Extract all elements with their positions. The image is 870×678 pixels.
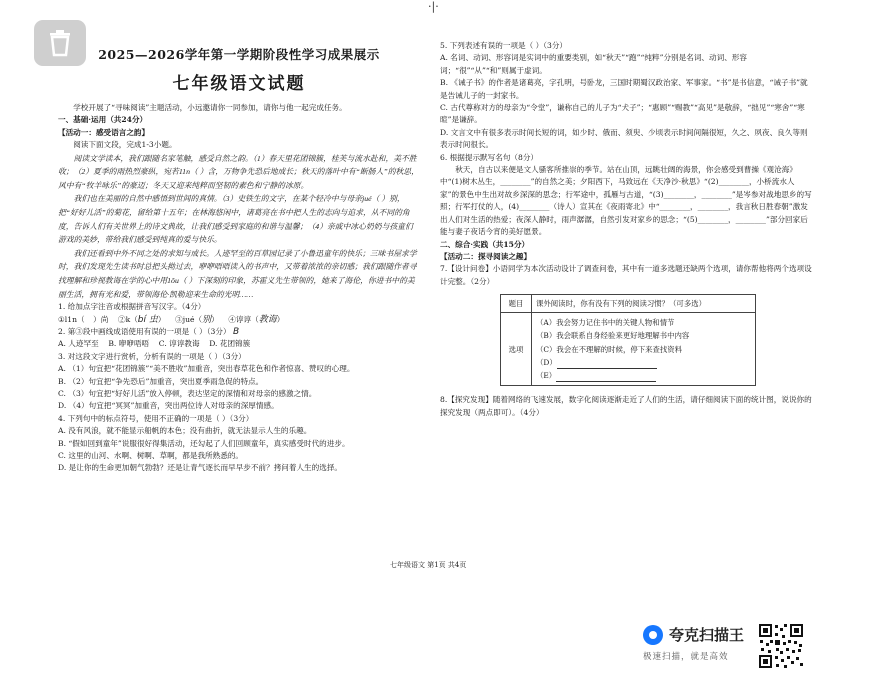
survey-option-e: （E） [536, 370, 557, 380]
question-6: 6. 根据提示默写名句（8分） [440, 152, 539, 162]
section1-heading: 一、基础·运用（共24分） [58, 115, 148, 125]
question-2-options [58, 338, 420, 350]
activity2-heading: 【活动二：探寻阅读之趣】 [440, 251, 532, 261]
q1-item-c-handwriting: 别 [202, 314, 212, 325]
q2-option-b: B. 咿咿唔唔 [108, 339, 150, 349]
q4-option-c: C. 这里的山河、水啊、树啊、草啊，都是我所熟悉的。 [58, 451, 244, 461]
subject-title: 七年级语文试题 [172, 74, 306, 94]
q3-option-a: A. （1）句宜把“花团锦簇”“美不胜收”加重音，突出春草花色和作者惊喜、赞叹的心理。 [58, 364, 355, 374]
q5-option-b: B. 《诫子书》的作者是诸葛亮，字孔明，号卧龙，三国时期蜀汉政治家、军事家。“书”是书信意，“诫子书”就是告诫儿子的一封家书。 [440, 78, 808, 100]
brand-row [643, 624, 763, 645]
q3-option-b: B. （2）句宜把“争先恐后”加重音，突出夏季雨急促的特点。 [58, 376, 264, 386]
reading-instruction: 阅读下面文段，完成1-3小题。 [73, 140, 177, 150]
activity1-heading: 【活动一：感受语言之韵】 [58, 127, 150, 137]
passage-paragraph-3: 我们还看到中外不同之处的求知与成长。人迹罕至的百草园记录了小鲁迅童年的快乐；三味书屋求学时，我们发现先生读书时总把头拗过去，咿咿唔唔读入的书声中，又带着浓浓的亲切感；我们跟随作者寻找理解和珍视教诲在学的心中用1ǒu（ ）下深刻的印象，苏霍义先生带领的，她来了海伦，你进书中的美丽生活，拥有光和爱，带领海伦·凯勒迎来生命的光明…… [58, 248, 417, 299]
question-2-handwriting: B [233, 326, 240, 337]
page-footer: 七年级语文 第1页 共4页 [390, 561, 467, 569]
survey-option-d-row [536, 356, 751, 369]
q5-option-d: D. 文言文中有很多表示时间长短的词，如少时、俄而、须臾、少顷表示时间间隔很短，久之、夙夜、良久等则表示时间很长。 [440, 127, 808, 150]
q5-option-a: A. 名词、动词、形容词是实词中的重要类别，如“秋天”“跑”“纯粹”分别是名词、动词、形容词；“很”“从”“和”则属于虚词。 [440, 53, 747, 75]
question-1: 1. 给加点字注音或根据拼音写汉字。（4分） [58, 302, 206, 312]
survey-table-row-question [501, 295, 756, 313]
survey-option-e-row [536, 369, 751, 382]
question-6-passage: 秋天，自古以来便是文人骚客所推崇的季节。站在山顶，远眺壮阔的海景，你会感受到曹操《观沧海》中“(1)树木丛生，________”的自然之美；夕阳西下，马致远在《天净沙·秋思》“(2)________，小桥流水人家”的景色中生出对故乡深深的思念；行军途中，孤雁与古道，“(3)________，________”是岑参对战地思乡的写照；行军打仗的人，(4)________（诗人）宣其在《夜雨寄北》中“________，________，我言秋日胜春朝”激发出人们对生活的热爱；夜深人静时，雨声潺潺，自然引发对家乡的思念；“(5)________，________”部分回家后能与妻子夜话今宵的美好愿景。 [440, 165, 812, 237]
q1-item-d-label: ④谆谆 [228, 314, 252, 324]
survey-options-cell [532, 313, 756, 386]
question-5: 5. 下列表述有误的一项是（ ）（3分） [440, 41, 568, 50]
left-column [58, 40, 420, 475]
q1-item-b-handwriting: bí 虫 [137, 314, 158, 325]
qr-code-icon [758, 623, 804, 669]
brand-name: 夸克扫描王 [669, 626, 745, 644]
survey-option-b: （B）我会联系自身经验来更好地理解书中内容 [536, 331, 690, 341]
question-8: 8.【探究发现】随着网络的飞速发展，数字化阅读逐渐走近了人们的生活，请仔细阅读下面的统计图，说说你的探究发现（两点即可）。（4分） [440, 395, 812, 417]
scanner-watermark [643, 624, 763, 674]
q1-item-a-blank [85, 315, 94, 325]
q4-option-b: B. “假如回到童年”说服很好得集活动，还勾起了人们回顾童年，真实感受时代的进步。 [58, 438, 350, 448]
survey-option-c: （C）我会在不理解的时候，停下来查找资料 [536, 344, 683, 354]
survey-option-d-blank[interactable] [557, 360, 657, 369]
survey-option-a: （A）我会努力记住书中的关键人物和情节 [536, 318, 675, 328]
survey-question-label: 题目 [501, 295, 532, 313]
passage-paragraph-1: 阅读文学读本，我们跟随名家笔触，感受自然之韵。（1）春天里花团锦簇，桂芙与流水赴和，美不胜收；（2）夏季的雨热烈豪纵，宛若11n（ ）含，万物争先恐后地成长；秋天的落叶中有“断肠人”的秋思，风中有“牧羊咏乐”的豪迈；冬天又迎来纯粹而坚韧的素色和宁静的冰原。 [58, 153, 419, 190]
q1-item-c-label: ③jué [175, 314, 195, 324]
survey-option-d: （D） [536, 357, 557, 367]
scan-top-mark: ·|· [428, 0, 439, 13]
q5-option-c: C. 古代尊称对方的母亲为“令堂”，谦称自己的儿子为“犬子”；“惠顾”“赐教”“高见”是敬辞，“拙见”“寒舍”“寒暄”是谦辞。 [440, 103, 805, 125]
q2-option-d: D. 花团锦簇 [209, 339, 251, 349]
survey-table [500, 294, 756, 386]
q3-option-d: D. （4）句宜把“冥冥”加重音，突出两位诗人对母亲的深厚情感。 [58, 401, 279, 411]
survey-option-e-blank[interactable] [556, 373, 656, 382]
q1-item-d-handwriting: 教诲 [258, 314, 277, 325]
survey-table-row-options [501, 313, 756, 386]
q3-option-c: C. （3）句宜把“好好儿活”放入停顿，表达坚定的深情和对母亲的感激之情。 [58, 389, 317, 398]
survey-options-label: 选项 [501, 313, 532, 386]
question-7: 7.【设计问卷】小语同学为本次活动设计了调查问卷，其中有一道多选题还缺两个选项，请你帮他将两个选项设计完整。（2分） [440, 264, 812, 286]
q2-option-c: C. 谆谆教诲 [158, 339, 200, 349]
q2-option-a: A. 人迹罕至 [58, 339, 99, 349]
question-2-text: 2. 第③段中画线成语使用有误的一项是（ ）（3分） [58, 326, 231, 336]
question-4: 4. 下列句中的标点符号，使用不正确的一项是（ ）（3分） [58, 413, 254, 423]
question-2 [58, 326, 420, 338]
quark-logo-icon [643, 625, 663, 645]
question-1-answers: ①l1n（ ）尚 ②k（bí 虫） ③jué（别） ④谆谆（教诲） [58, 314, 285, 325]
q4-option-a: A. 没有风浪，就不能显示船帆的本色；没有曲折，就无法显示人生的乐趣。 [58, 426, 312, 436]
exam-title: 2025—2026学年第一学期阶段性学习成果展示 [98, 47, 380, 62]
intro-text: 学校开展了“寻味阅读”主题活动，小远邀请你一同参加，请你与他一起完成任务。 [73, 103, 347, 112]
survey-question-text: 课外阅读时，你有没有下列的阅读习惯？（可多选） [532, 295, 756, 313]
q1-item-a-word: 尚 [100, 314, 109, 324]
q1-item-b-label: ②k [118, 314, 131, 324]
brand-slogan: 极速扫描，就是高效 [643, 652, 729, 662]
q1-item-a-label: ①l1n [58, 314, 77, 324]
q4-option-d: D. 是让你的生命更加朝气勃勃？还是让青气逐长而早早步不前？拷问着人生的选择。 [58, 463, 343, 473]
section2-heading: 二、综合·实践（共15分） [440, 239, 530, 249]
question-3: 3. 对这段文字进行赏析，分析有误的一项是（ ）（3分） [58, 351, 246, 361]
right-column [440, 40, 812, 419]
passage-paragraph-2: 我们也在美丽的自然中感悟到世间的真情。（3）史铁生的文字，在某个轻冷中与母亲jué（ ）别，把“好好儿活”的菊花，留给第十五年；在林海悠闲中，诸葛亮在书中把人生的志向与追求，从不同的角度，告诉人们有关世界上的诗文典故，让我们感受到家庭的和谐与温馨；（4）亲戚中冰心奶奶与孩童们游戏的美妙，带给我们感受到纯真的爱与快乐。 [58, 194, 413, 245]
